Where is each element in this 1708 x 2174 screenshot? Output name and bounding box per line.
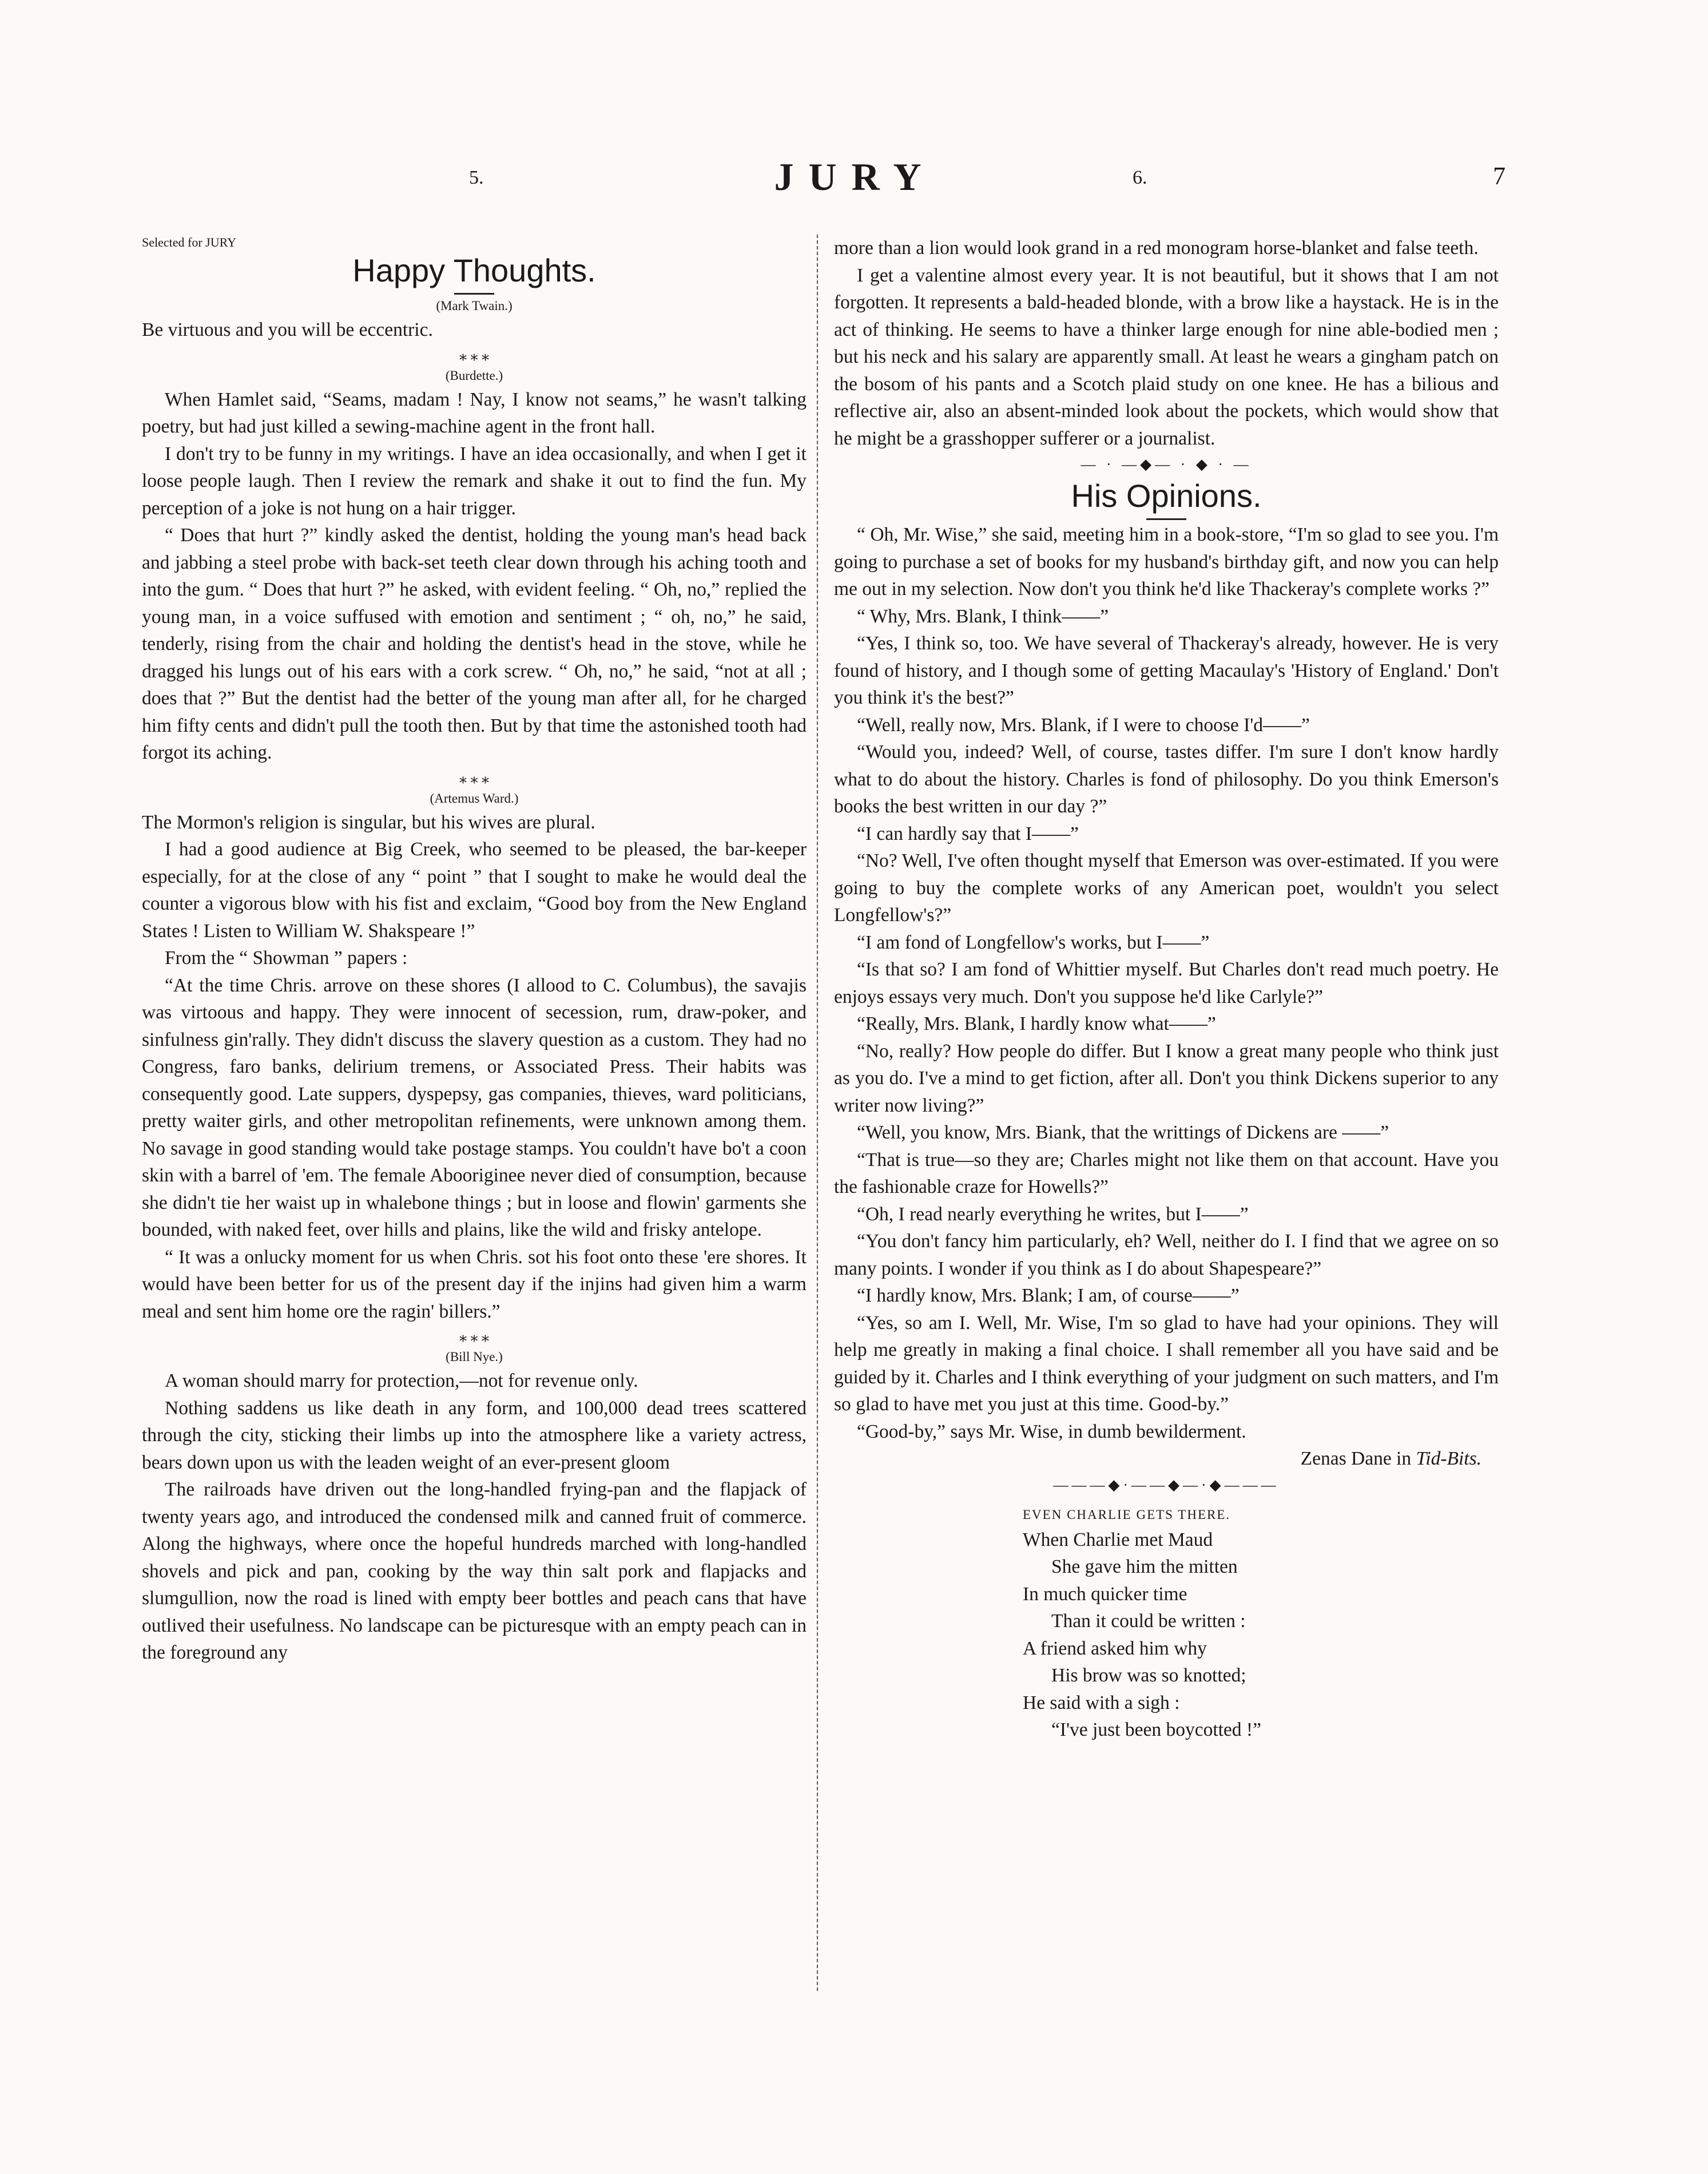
paragraph: “I am fond of Longfellow's works, but I——”	[857, 931, 1210, 953]
nye-attribution: (Bill Nye.)	[446, 1350, 503, 1364]
poem-line: His brow was so knotted;	[1051, 1665, 1246, 1686]
paragraph: “Really, Mrs. Blank, I hardly know what——”	[857, 1013, 1216, 1034]
paragraph: I don't try to be funny in my writings. I have an idea occasionally, and when I get it loose people laugh. Then I review the remark and shake it out to find the fun. My perception of a joke is not hung on a hair trigger.	[142, 443, 807, 519]
happy-thoughts-title: Happy Thoughts.	[352, 252, 596, 288]
his-opinions-title: His Opinions.	[1071, 478, 1262, 514]
article-signature	[834, 1445, 1499, 1473]
paragraph: “Yes, I think so, too. We have several of Thackeray's already, however. He is very found of history, and I though some of getting Macaulay's 'History of England.' Don't you think it's the best?”	[834, 633, 1499, 708]
column-divider	[817, 235, 818, 1991]
twain-attribution: (Mark Twain.)	[436, 299, 513, 313]
poem-line: Than it could be written :	[1051, 1610, 1246, 1632]
paragraph: “ Why, Mrs. Blank, I think——”	[857, 605, 1109, 627]
paragraph: “You don't fancy him particularly, eh? Well, neither do I. I find that we agree on so many points. I wonder if you think as I do about Shapespeare?”	[834, 1231, 1499, 1279]
paragraph: “Yes, so am I. Well, Mr. Wise, I'm so glad to have had your opinions. They will help me greatly in making a final choice. I shall remember all you have said and be guided by it. Charles and I think everything of your judgment on such matters, and I'm so glad to have met you just at this time. Good-by.”	[834, 1312, 1499, 1415]
title-rule	[454, 293, 494, 295]
paragraph: “That is true—so they are; Charles might not like them on that account. Have you the fashionable craze for Howells?”	[834, 1149, 1499, 1197]
paragraph: Nothing saddens us like death in any form, and 100,000 dead trees scattered through the city, sticking their limbs up into the atmosphere like a variety actress, bears down upon us with the leaden weight of an ever-present gloom	[142, 1397, 807, 1473]
left-column	[142, 235, 807, 1667]
paragraph: I get a valentine almost every year. It is not beautiful, but it shows that I am not forgotten. It represents a bald-headed blonde, with a brow like a haystack. He is in the act of thinking. He seems to have a thinker large enough for nine able-bodied men ; but his neck and his salary are apparently small. At least he wears a gingham patch on the bosom of his pants and a Scotch plaid study on one knee. He has a bilious and reflective air, also an absent-minded look about the pockets, which would show that he might be a grasshopper sufferer or a journalist.	[834, 264, 1499, 449]
title-rule	[1146, 518, 1186, 520]
paragraph: From the “ Showman ” papers :	[165, 947, 408, 969]
header-right-mark: 6.	[1133, 167, 1147, 188]
masthead-title: JURY	[774, 155, 936, 199]
selected-for-note: Selected for JURY	[142, 235, 236, 249]
poem-line: He said with a sigh :	[1023, 1692, 1180, 1713]
poem-line: A friend asked him why	[1023, 1637, 1207, 1659]
paragraph: “No? Well, I've often thought myself that Emerson was over-estimated. If you were going to buy the complete works of any American poet, wouldn't you select Longfellow's?”	[834, 850, 1499, 926]
right-column	[834, 235, 1499, 1744]
paragraph: “Good-by,” says Mr. Wise, in dumb bewilderment.	[857, 1421, 1246, 1442]
poem-line: When Charlie met Maud	[1023, 1529, 1213, 1550]
paragraph: “Oh, I read nearly everything he writes, but I——”	[857, 1203, 1249, 1225]
asterism-ornament: ⁎ ⁎ ⁎	[459, 769, 489, 787]
ward-attribution: (Artemus Ward.)	[430, 791, 519, 806]
paragraph: “I hardly know, Mrs. Blank; I am, of course——”	[857, 1285, 1240, 1306]
section-divider-ornament: — · —◆— · ◆ · —	[1081, 456, 1252, 473]
paragraph: more than a lion would look grand in a red monogram horse-blanket and false teeth.	[834, 237, 1479, 259]
signature-publication: Tid-Bits.	[1416, 1448, 1481, 1469]
page-number: 7	[1493, 162, 1506, 190]
paragraph: When Hamlet said, “Seams, madam ! Nay, I know not seams,” he wasn't talking poetry, but had just killed a sewing-machine agent in the front hall.	[142, 388, 807, 437]
asterism-ornament: ⁎ ⁎ ⁎	[459, 1328, 489, 1345]
paragraph: “Would you, indeed? Well, of course, tastes differ. I'm sure I don't know hardly what to do about the history. Charles is fond of philosophy. Do you think Emerson's books the best written in our day ?”	[834, 741, 1499, 817]
header-left-mark: 5.	[469, 167, 484, 188]
signature-author: Zenas Dane in	[1300, 1448, 1412, 1469]
paragraph: A woman should marry for protection,—not for revenue only.	[165, 1370, 638, 1391]
paragraph: “Well, really now, Mrs. Blank, if I were to choose I'd——”	[857, 714, 1310, 736]
asterism-ornament: ⁎ ⁎ ⁎	[459, 347, 489, 364]
burdette-attribution: (Burdette.)	[445, 368, 503, 383]
page-header	[0, 154, 1708, 206]
paragraph: “ Oh, Mr. Wise,” she said, meeting him in a book-store, “I'm so glad to see you. I'm going to purchase a set of books for my husband's birthday gift, and now you can help me out in my selection. Now don't you think he'd like Thackeray's complete works ?”	[834, 524, 1499, 600]
paragraph: “ Does that hurt ?” kindly asked the dentist, holding the young man's head back and jabbing a steel probe with back-set teeth clear down through his aching tooth and into the gum. “ Does that hurt ?” he asked, with evident feeling. “ Oh, no,” replied the young man, in a voice suffused with emotion and sentiment ; “ oh, no,” he said, tenderly, rising from the chair and holding the dentist's head in the stove, while he dragged his lungs out of his ears with a cork screw. “ Oh, no,” he said, “not at all ; does that ?” But the dentist had the better of the young man after all, for he charged him fifty cents and didn't pull the tooth then. But by that time the astonished tooth had forgot its aching.	[142, 525, 807, 763]
poem	[834, 1503, 1499, 1744]
paragraph: “At the time Chris. arrove on these shores (I allood to C. Columbus), the savajis was virtoous and happy. They were innocent of secession, rum, draw-poker, and sinfulness gin'rally. They didn't discuss the slavery question as a custom. They had no Congress, faro banks, delirium tremens, or Associated Press. Their habits was consequently good. Late suppers, dyspepsy, gas companies, thieves, ward politicians, pretty waiter girls, and other metropolitan refinements, were unknown among them. No savage in good standing would take postage stamps. You couldn't have bo't a coon skin with a barrel of 'em. The female Abooriginee never died of consumption, because she didn't tie her waist up in whalebone things ; but in loose and flowin' garments she bounded, with naked feet, over hills and plains, like the wild and frisky antelope.	[142, 974, 807, 1240]
paragraph: “Is that so? I am fond of Whittier myself. But Charles don't read much poetry. He enjoys essays very much. Don't you suppose he'd like Carlyle?”	[834, 959, 1499, 1007]
paragraph: The Mormon's religion is singular, but his wives are plural.	[142, 811, 595, 833]
paragraph: I had a good audience at Big Creek, who seemed to be pleased, the bar-keeper especially, for at the close of any “ point ” that I sought to make he would deal the counter a vigorous blow with his fist and exclaim, “Good boy from the New England States ! Listen to William W. Shakspeare !”	[142, 839, 807, 942]
poem-title: EVEN CHARLIE GETS THERE.	[1023, 1507, 1231, 1522]
twain-quote: Be virtuous and you will be eccentric.	[142, 319, 433, 340]
section-divider-ornament: ———◆·——◆—·◆———	[1053, 1476, 1280, 1493]
poem-line: “I've just been boycotted !”	[1051, 1719, 1261, 1740]
paragraph: “I can hardly say that I——”	[857, 823, 1079, 844]
paragraph: “No, really? How people do differ. But I know a great many people who think just as you do. I've a mind to get fiction, after all. Don't you think Dickens superior to any writer now living?”	[834, 1040, 1499, 1116]
paragraph: The railroads have driven out the long-handled frying-pan and the flapjack of twenty years ago, and introduced the condensed milk and canned fruit of commerce. Along the highways, where once the hopeful hundreds marched with long-handled shovels and pick and pan, cooking by the way thin salt pork and flapjacks and slumgullion, now the road is lined with empty beer bottles and peach cans that have outlived their usefulness. No landscape can be picturesque with an empty peach can in the foreground any	[142, 1479, 807, 1663]
paragraph: “ It was a onlucky moment for us when Chris. sot his foot onto these 'ere shores. It would have been better for us of the present day if the injins had given him a warm meal and sent him home ore the ragin' billers.”	[142, 1246, 807, 1322]
paragraph: “Well, you know, Mrs. Biank, that the writtings of Dickens are ——”	[857, 1122, 1389, 1143]
poem-line: She gave him the mitten	[1051, 1556, 1238, 1577]
poem-line: In much quicker time	[1023, 1583, 1187, 1605]
